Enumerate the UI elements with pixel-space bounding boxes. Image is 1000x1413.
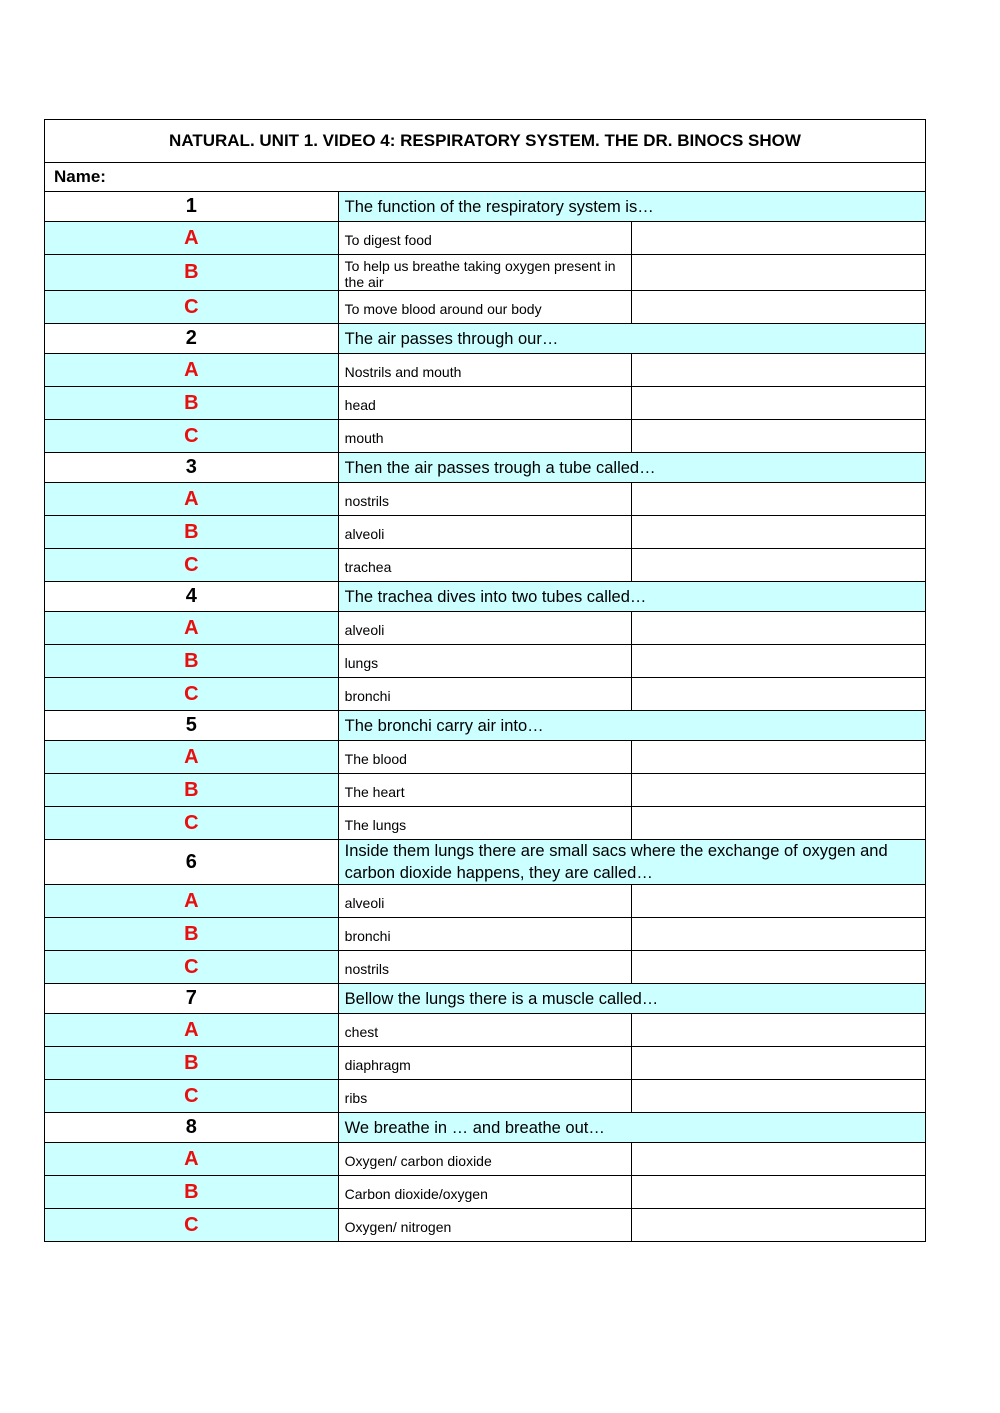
answer-checkbox[interactable] <box>632 516 926 549</box>
option-text: Oxygen/ carbon dioxide <box>338 1143 632 1176</box>
answer-checkbox[interactable] <box>632 1143 926 1176</box>
option-text: alveoli <box>338 612 632 645</box>
option-text: alveoli <box>338 885 632 918</box>
option-letter: C <box>45 291 339 324</box>
question-row <box>45 582 926 612</box>
question-number: 8 <box>45 1113 339 1143</box>
answer-checkbox[interactable] <box>632 1176 926 1209</box>
option-row <box>45 387 926 420</box>
answer-checkbox[interactable] <box>632 774 926 807</box>
title-row <box>45 120 926 163</box>
option-text: To digest food <box>338 222 632 255</box>
option-letter: B <box>45 1176 339 1209</box>
question-text: Bellow the lungs there is a muscle called… <box>338 984 925 1014</box>
question-text: Inside them lungs there are small sacs where the exchange of oxygen and carbon dioxide happens, they are called… <box>338 840 925 885</box>
option-row <box>45 951 926 984</box>
option-text: bronchi <box>338 678 632 711</box>
answer-checkbox[interactable] <box>632 354 926 387</box>
option-text: Oxygen/ nitrogen <box>338 1209 632 1242</box>
question-row <box>45 984 926 1014</box>
option-text: trachea <box>338 549 632 582</box>
answer-checkbox[interactable] <box>632 678 926 711</box>
option-row <box>45 1080 926 1113</box>
option-letter: A <box>45 483 339 516</box>
option-row <box>45 807 926 840</box>
quiz-table <box>44 119 926 1242</box>
option-letter: C <box>45 1209 339 1242</box>
answer-checkbox[interactable] <box>632 1209 926 1242</box>
answer-checkbox[interactable] <box>632 483 926 516</box>
question-row <box>45 711 926 741</box>
option-letter: C <box>45 807 339 840</box>
option-letter: B <box>45 645 339 678</box>
option-row <box>45 291 926 324</box>
option-text: The lungs <box>338 807 632 840</box>
option-row <box>45 918 926 951</box>
answer-checkbox[interactable] <box>632 951 926 984</box>
answer-checkbox[interactable] <box>632 420 926 453</box>
option-letter: A <box>45 222 339 255</box>
option-letter: A <box>45 612 339 645</box>
question-number: 2 <box>45 324 339 354</box>
question-number: 3 <box>45 453 339 483</box>
option-letter: C <box>45 1080 339 1113</box>
option-letter: B <box>45 387 339 420</box>
question-row <box>45 840 926 885</box>
option-row <box>45 774 926 807</box>
question-number: 5 <box>45 711 339 741</box>
option-letter: A <box>45 885 339 918</box>
option-row <box>45 420 926 453</box>
option-row <box>45 549 926 582</box>
option-letter: C <box>45 951 339 984</box>
option-text: To move blood around our body <box>338 291 632 324</box>
question-text: We breathe in … and breathe out… <box>338 1113 925 1143</box>
option-row <box>45 1209 926 1242</box>
question-number: 1 <box>45 192 339 222</box>
option-letter: A <box>45 1143 339 1176</box>
option-text: alveoli <box>338 516 632 549</box>
answer-checkbox[interactable] <box>632 612 926 645</box>
answer-checkbox[interactable] <box>632 741 926 774</box>
option-letter: C <box>45 420 339 453</box>
question-text: The trachea dives into two tubes called… <box>338 582 925 612</box>
option-text: mouth <box>338 420 632 453</box>
option-row <box>45 678 926 711</box>
option-text: nostrils <box>338 483 632 516</box>
answer-checkbox[interactable] <box>632 291 926 324</box>
option-row <box>45 483 926 516</box>
option-text: head <box>338 387 632 420</box>
option-row <box>45 1176 926 1209</box>
question-number: 4 <box>45 582 339 612</box>
option-row <box>45 255 926 291</box>
answer-checkbox[interactable] <box>632 1014 926 1047</box>
option-letter: A <box>45 1014 339 1047</box>
name-field[interactable]: Name: <box>45 163 926 192</box>
option-row <box>45 1047 926 1080</box>
option-text: bronchi <box>338 918 632 951</box>
question-text: The air passes through our… <box>338 324 925 354</box>
answer-checkbox[interactable] <box>632 918 926 951</box>
option-text: The heart <box>338 774 632 807</box>
question-row <box>45 192 926 222</box>
option-row <box>45 222 926 255</box>
answer-checkbox[interactable] <box>632 222 926 255</box>
option-letter: C <box>45 549 339 582</box>
option-row <box>45 645 926 678</box>
question-number: 7 <box>45 984 339 1014</box>
question-text: The bronchi carry air into… <box>338 711 925 741</box>
option-text: nostrils <box>338 951 632 984</box>
option-text: The blood <box>338 741 632 774</box>
answer-checkbox[interactable] <box>632 885 926 918</box>
option-row <box>45 741 926 774</box>
option-row <box>45 516 926 549</box>
question-row <box>45 324 926 354</box>
option-letter: B <box>45 516 339 549</box>
question-number: 6 <box>45 840 339 885</box>
option-text: lungs <box>338 645 632 678</box>
question-text: The function of the respiratory system is… <box>338 192 925 222</box>
option-row <box>45 885 926 918</box>
answer-checkbox[interactable] <box>632 549 926 582</box>
answer-checkbox[interactable] <box>632 807 926 840</box>
question-row <box>45 453 926 483</box>
answer-checkbox[interactable] <box>632 387 926 420</box>
option-row <box>45 354 926 387</box>
option-text: diaphragm <box>338 1047 632 1080</box>
answer-checkbox[interactable] <box>632 255 926 291</box>
option-letter: B <box>45 918 339 951</box>
option-letter: A <box>45 354 339 387</box>
option-row <box>45 612 926 645</box>
option-row <box>45 1143 926 1176</box>
answer-checkbox[interactable] <box>632 1047 926 1080</box>
question-text: Then the air passes trough a tube called… <box>338 453 925 483</box>
option-text: ribs <box>338 1080 632 1113</box>
name-row <box>45 163 926 192</box>
answer-checkbox[interactable] <box>632 645 926 678</box>
option-text: chest <box>338 1014 632 1047</box>
option-text: Nostrils and mouth <box>338 354 632 387</box>
option-letter: B <box>45 1047 339 1080</box>
answer-checkbox[interactable] <box>632 1080 926 1113</box>
option-letter: B <box>45 255 339 291</box>
option-letter: A <box>45 741 339 774</box>
option-text: Carbon dioxide/oxygen <box>338 1176 632 1209</box>
question-row <box>45 1113 926 1143</box>
option-letter: C <box>45 678 339 711</box>
option-letter: B <box>45 774 339 807</box>
option-text: To help us breathe taking oxygen present in the air <box>338 255 632 291</box>
worksheet-title: NATURAL. UNIT 1. VIDEO 4: RESPIRATORY SYSTEM. THE DR. BINOCS SHOW <box>45 120 926 163</box>
option-row <box>45 1014 926 1047</box>
